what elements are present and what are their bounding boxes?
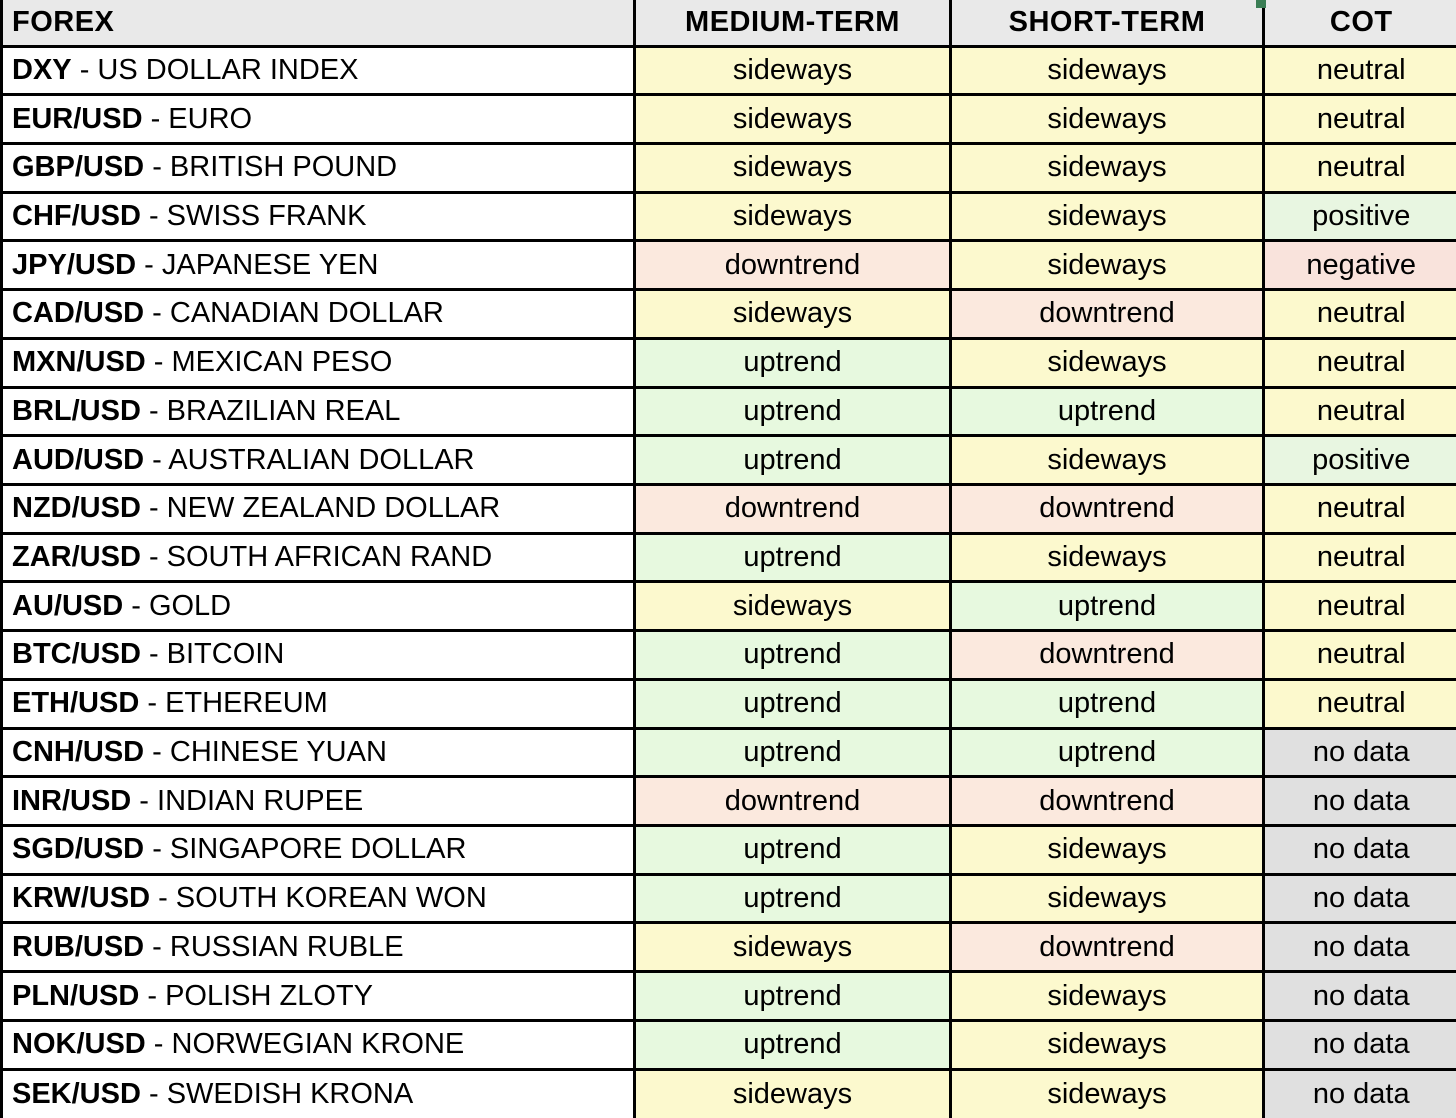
cot-cell[interactable]: neutral bbox=[1264, 95, 1456, 144]
short-term-cell[interactable]: downtrend bbox=[951, 777, 1264, 826]
cot-cell[interactable]: no data bbox=[1264, 1020, 1456, 1069]
pair-cell[interactable] bbox=[2, 143, 635, 192]
short-term-cell[interactable]: sideways bbox=[951, 533, 1264, 582]
cot-cell[interactable]: no data bbox=[1264, 826, 1456, 875]
medium-term-cell[interactable]: uptrend bbox=[635, 728, 951, 777]
cot-cell[interactable]: neutral bbox=[1264, 46, 1456, 95]
cot-cell[interactable]: positive bbox=[1264, 436, 1456, 485]
table-row bbox=[2, 192, 1456, 241]
medium-term-cell[interactable]: uptrend bbox=[635, 387, 951, 436]
cot-cell[interactable]: no data bbox=[1264, 874, 1456, 923]
short-term-cell[interactable]: downtrend bbox=[951, 484, 1264, 533]
pair-cell[interactable] bbox=[2, 95, 635, 144]
medium-term-cell[interactable]: uptrend bbox=[635, 533, 951, 582]
pair-cell[interactable] bbox=[2, 777, 635, 826]
pair-symbol: MXN/USD bbox=[12, 346, 146, 379]
pair-symbol: ZAR/USD bbox=[12, 541, 141, 574]
pair-cell[interactable] bbox=[2, 192, 635, 241]
pair-symbol: INR/USD bbox=[12, 784, 132, 817]
table-row bbox=[2, 826, 1456, 875]
short-term-cell[interactable]: sideways bbox=[951, 241, 1264, 290]
table-row bbox=[2, 1069, 1456, 1118]
short-term-cell[interactable]: sideways bbox=[951, 192, 1264, 241]
short-term-cell[interactable]: uptrend bbox=[951, 387, 1264, 436]
pair-symbol: NOK/USD bbox=[12, 1028, 146, 1061]
medium-term-cell[interactable]: sideways bbox=[635, 143, 951, 192]
pair-symbol: JPY/USD bbox=[12, 248, 137, 281]
pair-cell[interactable] bbox=[2, 484, 635, 533]
pair-name: - MEXICAN PESO bbox=[145, 346, 393, 379]
pair-name: - SWEDISH KRONA bbox=[140, 1077, 414, 1110]
pair-symbol: CAD/USD bbox=[12, 297, 145, 330]
pair-cell[interactable] bbox=[2, 631, 635, 680]
short-term-cell[interactable]: sideways bbox=[951, 46, 1264, 95]
medium-term-cell[interactable]: sideways bbox=[635, 923, 951, 972]
cot-cell[interactable]: positive bbox=[1264, 192, 1456, 241]
medium-term-cell[interactable]: uptrend bbox=[635, 972, 951, 1021]
medium-term-cell[interactable]: sideways bbox=[635, 290, 951, 339]
column-header-short-term[interactable]: SHORT-TERM bbox=[951, 0, 1264, 46]
header-row bbox=[2, 0, 1456, 46]
medium-term-cell[interactable]: sideways bbox=[635, 582, 951, 631]
pair-name: - INDIAN RUPEE bbox=[131, 784, 364, 817]
pair-name: - SINGAPORE DOLLAR bbox=[144, 833, 467, 866]
cot-cell[interactable]: negative bbox=[1264, 241, 1456, 290]
table-row bbox=[2, 631, 1456, 680]
pair-cell[interactable] bbox=[2, 241, 635, 290]
cot-cell[interactable]: neutral bbox=[1264, 387, 1456, 436]
table-row bbox=[2, 972, 1456, 1021]
cot-cell[interactable]: neutral bbox=[1264, 679, 1456, 728]
short-term-cell[interactable]: sideways bbox=[951, 874, 1264, 923]
cot-cell[interactable]: no data bbox=[1264, 923, 1456, 972]
sheet-selection-handle-icon bbox=[1256, 0, 1266, 8]
pair-symbol: EUR/USD bbox=[12, 102, 143, 135]
pair-symbol: SEK/USD bbox=[12, 1077, 141, 1110]
table-row bbox=[2, 436, 1456, 485]
pair-cell[interactable] bbox=[2, 728, 635, 777]
pair-cell[interactable] bbox=[2, 679, 635, 728]
medium-term-cell[interactable]: downtrend bbox=[635, 241, 951, 290]
short-term-cell[interactable]: downtrend bbox=[951, 923, 1264, 972]
pair-name: - NORWEGIAN KRONE bbox=[145, 1028, 465, 1061]
short-term-cell[interactable]: sideways bbox=[951, 143, 1264, 192]
short-term-cell[interactable]: sideways bbox=[951, 826, 1264, 875]
pair-symbol: GBP/USD bbox=[12, 151, 145, 184]
cot-cell[interactable]: no data bbox=[1264, 777, 1456, 826]
pair-name: - BITCOIN bbox=[140, 638, 285, 671]
cot-cell[interactable]: neutral bbox=[1264, 338, 1456, 387]
medium-term-cell[interactable]: sideways bbox=[635, 95, 951, 144]
table-row bbox=[2, 338, 1456, 387]
pair-name: - GOLD bbox=[123, 589, 232, 622]
table-body bbox=[2, 46, 1456, 1118]
pair-cell[interactable] bbox=[2, 582, 635, 631]
pair-cell[interactable] bbox=[2, 972, 635, 1021]
table-row bbox=[2, 874, 1456, 923]
pair-symbol: CNH/USD bbox=[12, 735, 145, 768]
table-row bbox=[2, 241, 1456, 290]
table-row bbox=[2, 728, 1456, 777]
pair-name: - BRITISH POUND bbox=[144, 151, 398, 184]
cot-cell[interactable]: neutral bbox=[1264, 582, 1456, 631]
pair-symbol: PLN/USD bbox=[12, 979, 140, 1012]
pair-name: - AUSTRALIAN DOLLAR bbox=[144, 443, 475, 476]
pair-name: - RUSSIAN RUBLE bbox=[144, 930, 404, 963]
medium-term-cell[interactable]: downtrend bbox=[635, 777, 951, 826]
medium-term-cell[interactable]: sideways bbox=[635, 192, 951, 241]
medium-term-cell[interactable]: sideways bbox=[635, 1069, 951, 1118]
medium-term-cell[interactable]: sideways bbox=[635, 46, 951, 95]
pair-symbol: AU/USD bbox=[12, 589, 124, 622]
medium-term-cell[interactable]: uptrend bbox=[635, 338, 951, 387]
cot-cell[interactable]: neutral bbox=[1264, 143, 1456, 192]
pair-name: - BRAZILIAN REAL bbox=[140, 394, 401, 427]
pair-name: - CANADIAN DOLLAR bbox=[144, 297, 444, 330]
table-row bbox=[2, 582, 1456, 631]
pair-cell[interactable] bbox=[2, 387, 635, 436]
medium-term-cell[interactable]: uptrend bbox=[635, 874, 951, 923]
pair-symbol: BRL/USD bbox=[12, 394, 141, 427]
short-term-cell[interactable]: downtrend bbox=[951, 631, 1264, 680]
medium-term-cell[interactable]: uptrend bbox=[635, 1020, 951, 1069]
table-row bbox=[2, 95, 1456, 144]
pair-symbol: RUB/USD bbox=[12, 930, 145, 963]
pair-symbol: BTC/USD bbox=[12, 638, 141, 671]
pair-cell[interactable] bbox=[2, 46, 635, 95]
pair-name: - SOUTH KOREAN WON bbox=[150, 882, 487, 915]
short-term-cell[interactable]: sideways bbox=[951, 1020, 1264, 1069]
short-term-cell[interactable]: sideways bbox=[951, 338, 1264, 387]
cot-cell[interactable]: neutral bbox=[1264, 290, 1456, 339]
pair-symbol: SGD/USD bbox=[12, 833, 145, 866]
pair-name: - JAPANESE YEN bbox=[136, 248, 379, 281]
pair-cell[interactable] bbox=[2, 436, 635, 485]
pair-symbol: NZD/USD bbox=[12, 492, 141, 525]
cot-cell[interactable]: neutral bbox=[1264, 631, 1456, 680]
table-row bbox=[2, 1020, 1456, 1069]
column-header-medium-term[interactable]: MEDIUM-TERM bbox=[635, 0, 951, 46]
pair-cell[interactable] bbox=[2, 923, 635, 972]
cot-cell[interactable]: neutral bbox=[1264, 533, 1456, 582]
cot-cell[interactable]: no data bbox=[1264, 972, 1456, 1021]
pair-name: - EURO bbox=[142, 102, 253, 135]
short-term-cell[interactable]: sideways bbox=[951, 436, 1264, 485]
pair-symbol: ETH/USD bbox=[12, 687, 140, 720]
cot-cell[interactable]: no data bbox=[1264, 728, 1456, 777]
table-row bbox=[2, 533, 1456, 582]
pair-name: - ETHEREUM bbox=[139, 687, 328, 720]
table-row bbox=[2, 46, 1456, 95]
pair-cell[interactable] bbox=[2, 290, 635, 339]
pair-name: - SWISS FRANK bbox=[140, 200, 367, 233]
pair-name: - SOUTH AFRICAN RAND bbox=[140, 541, 493, 574]
short-term-cell[interactable]: uptrend bbox=[951, 582, 1264, 631]
table-row bbox=[2, 143, 1456, 192]
medium-term-cell[interactable]: uptrend bbox=[635, 679, 951, 728]
column-header-forex[interactable]: FOREX bbox=[2, 0, 635, 46]
medium-term-cell[interactable]: uptrend bbox=[635, 436, 951, 485]
short-term-cell[interactable]: uptrend bbox=[951, 728, 1264, 777]
pair-symbol: CHF/USD bbox=[12, 200, 141, 233]
pair-cell[interactable] bbox=[2, 338, 635, 387]
pair-name: - CHINESE YUAN bbox=[144, 735, 387, 768]
cot-cell[interactable]: neutral bbox=[1264, 484, 1456, 533]
short-term-cell[interactable]: sideways bbox=[951, 1069, 1264, 1118]
medium-term-cell[interactable]: downtrend bbox=[635, 484, 951, 533]
pair-name: - POLISH ZLOTY bbox=[139, 979, 373, 1012]
pair-name: - NEW ZEALAND DOLLAR bbox=[140, 492, 501, 525]
pair-cell[interactable] bbox=[2, 874, 635, 923]
table-row bbox=[2, 923, 1456, 972]
short-term-cell[interactable]: sideways bbox=[951, 972, 1264, 1021]
medium-term-cell[interactable]: uptrend bbox=[635, 631, 951, 680]
table-row bbox=[2, 679, 1456, 728]
table-row bbox=[2, 387, 1456, 436]
table-row bbox=[2, 290, 1456, 339]
pair-symbol: AUD/USD bbox=[12, 443, 145, 476]
pair-cell[interactable] bbox=[2, 826, 635, 875]
short-term-cell[interactable]: uptrend bbox=[951, 679, 1264, 728]
column-header-cot[interactable]: COT bbox=[1264, 0, 1456, 46]
short-term-cell[interactable]: sideways bbox=[951, 95, 1264, 144]
table-header bbox=[2, 0, 1456, 46]
pair-symbol: DXY bbox=[12, 53, 72, 86]
pair-name: - US DOLLAR INDEX bbox=[71, 53, 359, 86]
pair-cell[interactable] bbox=[2, 1020, 635, 1069]
cot-cell[interactable]: no data bbox=[1264, 1069, 1456, 1118]
pair-cell[interactable] bbox=[2, 533, 635, 582]
pair-cell[interactable] bbox=[2, 1069, 635, 1118]
pair-symbol: KRW/USD bbox=[12, 882, 151, 915]
table-row bbox=[2, 777, 1456, 826]
medium-term-cell[interactable]: uptrend bbox=[635, 826, 951, 875]
short-term-cell[interactable]: downtrend bbox=[951, 290, 1264, 339]
table-row bbox=[2, 484, 1456, 533]
